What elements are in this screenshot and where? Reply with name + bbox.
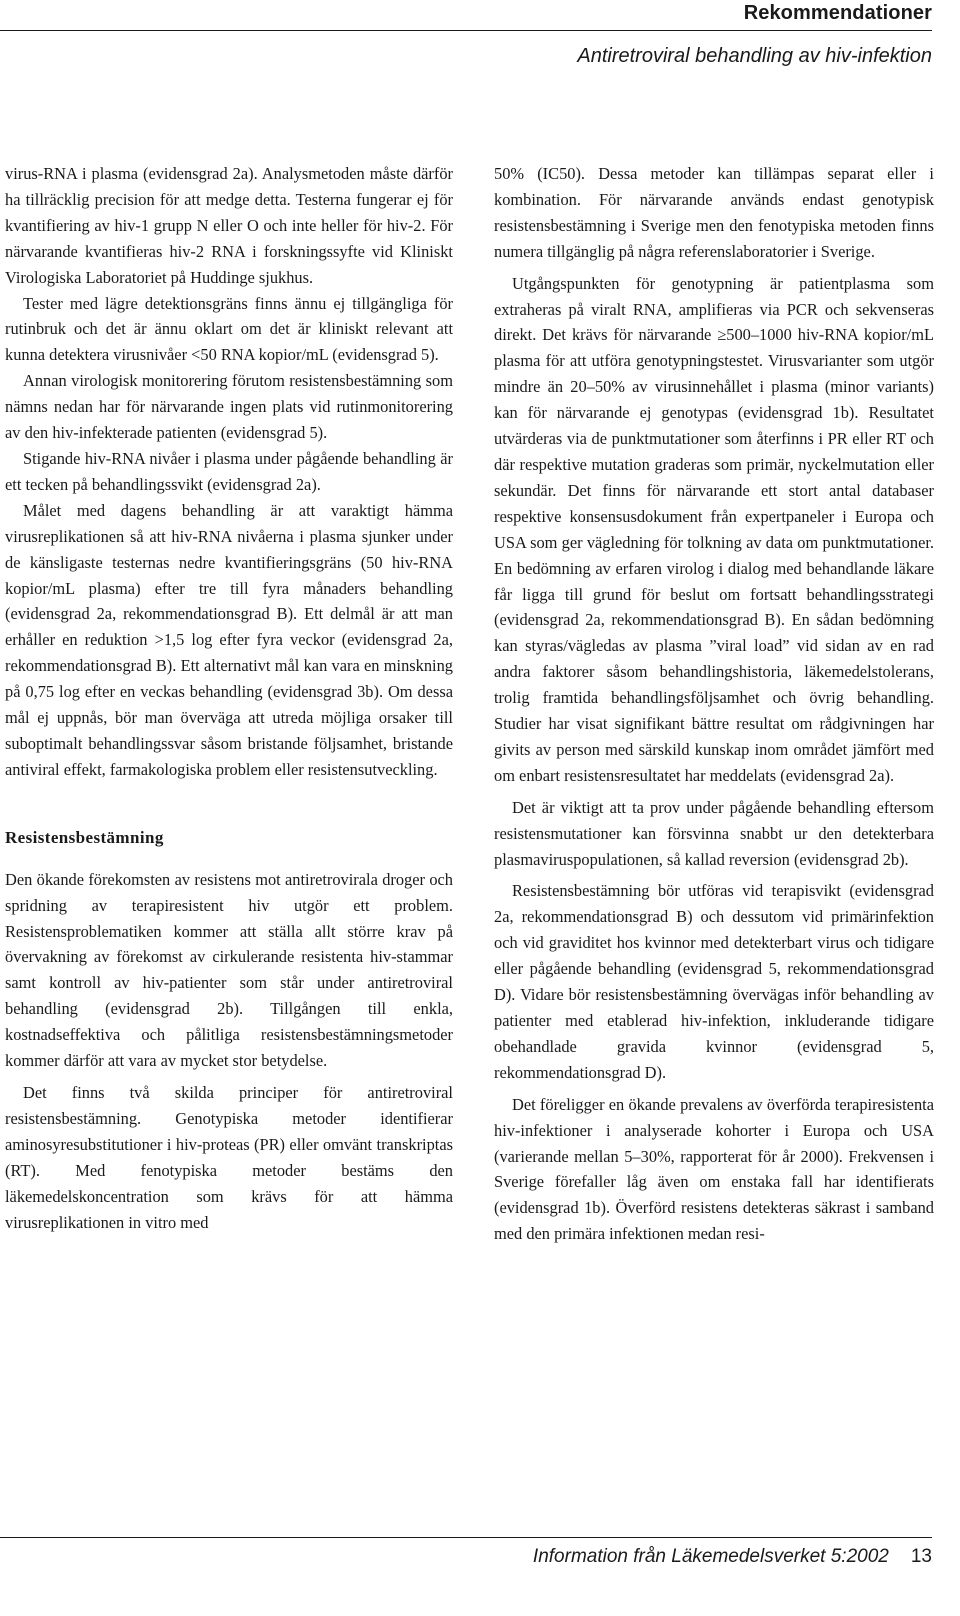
document-subtitle: Antiretroviral behandling av hiv-infektion xyxy=(577,45,932,67)
paragraph: Det är viktigt att ta prov under pågående behandling eftersom resistensmutationer kan försvinna snabbt ur den detekterbara plasmaviruspopulationen, så kallad reversion (evidensgrad 2b). xyxy=(494,797,934,869)
paragraph: Stigande hiv-RNA nivåer i plasma under pågående behandling är ett tecken på behandlingssvikt (evidensgrad 2a). xyxy=(5,448,453,494)
left-column xyxy=(5,161,453,1235)
paragraph: Det finns två skilda principer för antiretroviral resistensbestämning. Genotypiska metoder identifierar aminosyresubstitutioner i hiv-proteas (PR) eller omvänt transkriptas (RT). Med fenotypiska metoder bestäms den läkemedelskoncentration som krävs för att hämma virusreplikationen in vitro med xyxy=(5,1083,453,1232)
paragraph: Det föreligger en ökande prevalens av överförda terapiresistenta hiv-infektioner i analyserade kohorter i Europa och USA (varierande mellan 5–30%, rapporterat för år 2000). Frekvensen i Sverige förefaller låg även om enstaka fall har identifierats (evidensgrad 1b). Överförd resistens detekteras säkrast i samband med den primära infektionen medan resi- xyxy=(494,1094,934,1244)
page-header xyxy=(577,0,932,68)
section-name: Rekommendationer xyxy=(743,2,932,24)
paragraph: Resistensbestämning bör utföras vid terapisvikt (evidensgrad 2a, rekommendationsgrad B) och dessutom vid primärinfektion och vid graviditet hos kvinnor med detekterbart virus och tidigare eller pågående behandling (evidensgrad 5, rekommendationsgrad D). Vidare bör resistensbestämning övervägas inför behandling av patienter med etablerad hiv-infektion, inkluderande tidigare obehandlade gravida kvinnor (evidensgrad 5, rekommendationsgrad D). xyxy=(494,881,934,1082)
page-number: 13 xyxy=(910,1546,932,1567)
paragraph: Tester med lägre detektionsgräns finns ännu ej tillgängliga för rutinbruk och det är ännu oklart om det är kliniskt relevant att kunna detektera virusnivåer <50 RNA kopior/mL (evidensgrad 5). xyxy=(5,293,453,365)
section-heading: Resistensbestämning xyxy=(5,827,164,847)
paragraph: Annan virologisk monitorering förutom resistensbestämning som nämns nedan har för närvarande ingen plats vid rutinmonitorering av den hiv-infekterade patienten (evidensgrad 5). xyxy=(5,371,453,443)
paragraph: virus-RNA i plasma (evidensgrad 2a). Analysmetoden måste därför ha tillräcklig precision för att medge detta. Testerna fungerar ej för kvantifiering av hiv-1 grupp N eller O och inte heller för hiv-2. För närvarande kvantifieras hiv-2 RNA i forskningssyfte vid Kliniskt Virologiska Laboratoriet på Huddinge sjukhus. xyxy=(5,164,453,287)
paragraph: Målet med dagens behandling är att varaktigt hämma virusreplikationen så att hiv-RNA nivåerna i plasma sjunker under de känsligaste testernas nedre kvantifieringsgräns (50 hiv-RNA kopior/mL plasma) efter tre till fyra månaders behandling (evidensgrad 2a, rekommendationsgrad B). Ett delmål är att man erhåller en reduktion >1,5 log efter fyra veckor (evidensgrad 2a, rekommendationsgrad B). Ett alternativt mål kan vara en minskning på 0,75 log efter en veckas behandling (evidensgrad 3b). Om dessa mål ej uppnås, bör man överväga att utreda möjliga orsaker till suboptimalt behandlingssvar såsom bristande följsamhet, bristande antiviral effekt, farmakologiska problem eller resistensutveckling. xyxy=(5,500,453,779)
paragraph: Den ökande förekomsten av resistens mot antiretrovirala droger och spridning av terapiresistent hiv utgör ett problem. Resistensproblematiken kommer att ställa allt större krav på övervakning av förekomst av cirkulerande resistenta hiv-stammar samt kontroll av hiv-patienter som står under antiretroviral behandling (evidensgrad 2b). Tillgången till enkla, kostnadseffektiva och pålitliga resistensbestämningsmetoder kommer därför att vara av mycket stor betydelse. xyxy=(5,869,453,1071)
paragraph: 50% (IC50). Dessa metoder kan tillämpas separat eller i kombination. För närvarande används endast genotypisk resistensbestämning i Sverige men den fenotypiska metoden finns numera tillgänglig på några referenslaboratorier i Sverige. xyxy=(494,164,934,261)
right-column xyxy=(494,161,934,1247)
footer-rule xyxy=(0,1537,932,1538)
header-rule xyxy=(0,30,932,31)
publication-name: Information från Läkemedelsverket 5:2002 xyxy=(532,1546,889,1567)
page-footer xyxy=(533,1545,932,1569)
paragraph: Utgångspunkten för genotypning är patientplasma som extraheras på viralt RNA, amplifieras via PCR och sekvenseras direkt. Det krävs för närvarande ≥500–1000 hiv-RNA kopior/mL plasma för att utföra genotypningstestet. Virusvarianter som utgör mindre än 20–50% av virusinnehållet i plasma (minor variants) kan för närvarande ej genotypas (evidensgrad 1b). Resultatet utvärderas via de punktmutationer som återfinns i PR eller RT och där respektive mutation graderas som primär, nyckelmutation eller sekundär. Det finns för närvarande ett stort antal databaser respektive konsensusdokument från expertpaneler i Europa och USA som ger vägledning för tolkning av data om punktmutationer. En bedömning av erfaren virolog i dialog med behandlande läkare får ligga till grund för beslut om fortsatt behandlingsstrategi (evidensgrad 2a, rekommendationsgrad B). En sådan bedömning kan styras/vägledas av plasma ”viral load” vid sidan av en rad andra faktorer såsom behandlingshistoria, läkemedelstolerans, trolig framtida behandlingsföljsamhet och övrig behandling. Studier har visat signifikant bättre resultat om rådgivningen har givits av person med särskild kunskap inom området jämfört med om enbart resistensresultatet har meddelats (evidensgrad 2a). xyxy=(494,273,934,785)
